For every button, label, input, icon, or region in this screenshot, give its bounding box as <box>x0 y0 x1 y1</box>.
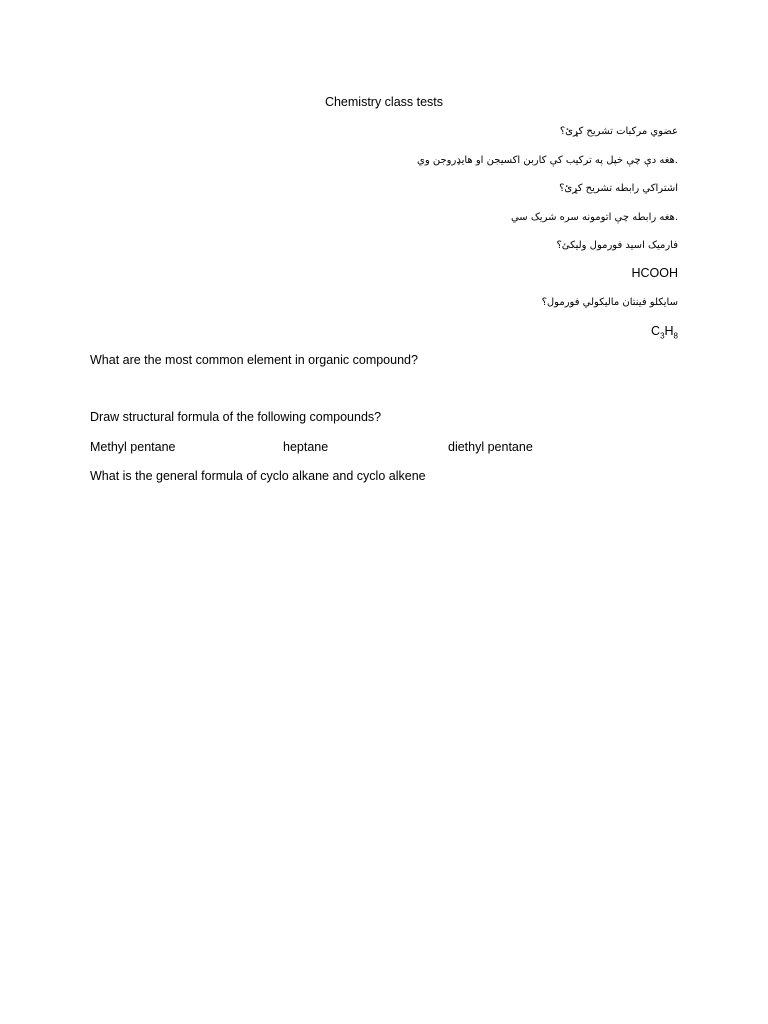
pashto-question-formic-acid: فارمیک اسید فورمول ولیکئ؟ <box>556 240 678 251</box>
formula-h-subscript: 8 <box>673 331 678 341</box>
pashto-question-covalent-bond: اشتراکي رابطه تشریح کړئ؟ <box>559 183 678 194</box>
pashto-answer-organic-compounds: .هغه دې چې خپل په ترکیب کې کاربن اکسیجن او هایډروجن وي <box>417 155 678 166</box>
document-title: Chemistry class tests <box>324 95 444 109</box>
pashto-answer-covalent-bond: .هغه رابطه چې اتومونه سره شریک سي <box>510 212 678 223</box>
compound-heptane: heptane <box>283 440 329 454</box>
compound-diethyl-pentane: diethyl pentane <box>448 440 533 454</box>
pashto-question-organic-compounds: عضوي مرکبات تشریح کړئ؟ <box>559 126 678 137</box>
question-common-element: What are the most common element in organic compound? <box>90 353 418 367</box>
formula-c-symbol: C <box>651 324 661 338</box>
question-draw-structural-formula: Draw structural formula of the following compounds? <box>90 410 382 424</box>
formula-c3h8 <box>651 323 678 339</box>
formula-c-subscript: 3 <box>660 331 665 341</box>
pashto-question-cyclopentane: سایکلو فینتان مالیکولي فورمول؟ <box>541 297 678 308</box>
question-general-formula: What is the general formula of cyclo alkane and cyclo alkene <box>90 469 426 483</box>
formula-hcooh: HCOOH <box>631 266 678 280</box>
formula-h-symbol: H <box>664 324 674 338</box>
compound-methyl-pentane: Methyl pentane <box>90 440 176 454</box>
